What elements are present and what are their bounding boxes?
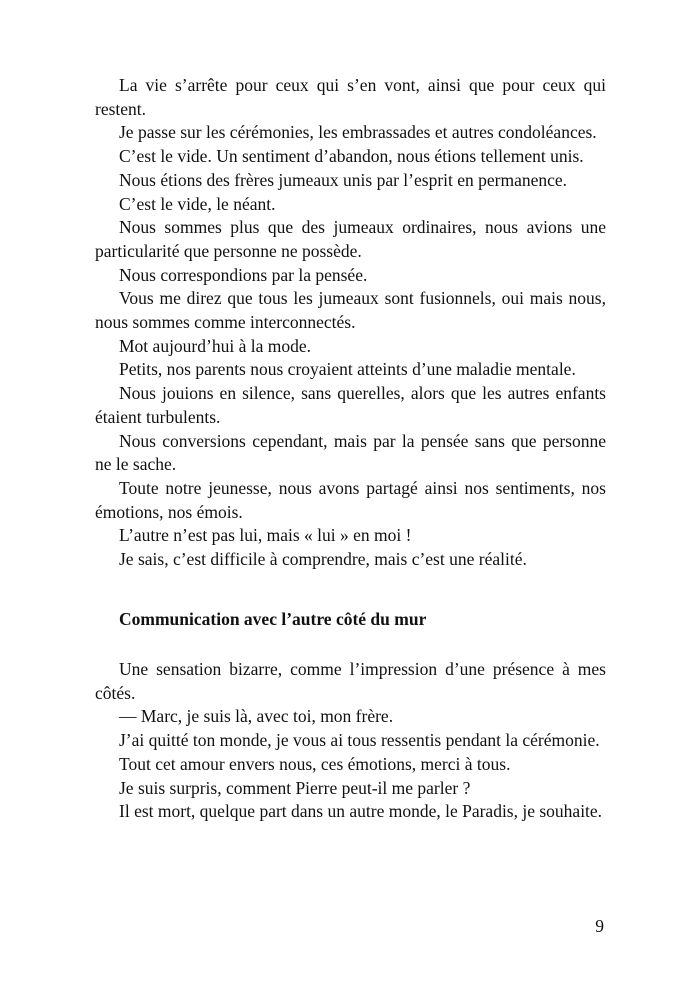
paragraph: — Marc, je suis là, avec toi, mon frère. (119, 706, 394, 727)
page-number: 9 (595, 916, 604, 936)
paragraph: Nous correspondions par la pensée. (119, 264, 368, 285)
paragraph: Vous me direz que tous les jumeaux sont fusionnels, oui mais nous, nous sommes comme interconnectés. (95, 288, 606, 333)
paragraph: Il est mort, quelque part dans un autre monde, le Paradis, je souhaite. (119, 801, 603, 822)
paragraph: Mot aujourd’hui à la mode. (119, 335, 311, 356)
body-text-bottom (95, 658, 606, 824)
paragraph: La vie s’arrête pour ceux qui s’en vont, ainsi que pour ceux qui restent. (95, 75, 606, 119)
paragraph: Nous sommes plus que des jumeaux ordinaires, nous avions une particularité que personne ne possède. (95, 217, 606, 261)
paragraph: Petits, nos parents nous croyaient atteints d’une maladie mentale. (119, 359, 576, 380)
paragraph: Nous jouions en silence, sans querelles, alors que les autres enfants étaient turbulents. (95, 383, 606, 427)
paragraph: Nous conversions cependant, mais par la pensée sans que personne ne le sache. (95, 430, 606, 475)
paragraph: C’est le vide, le néant. (119, 193, 276, 214)
paragraph: L’autre n’est pas lui, mais « lui » en moi ! (119, 525, 412, 546)
paragraph: C’est le vide. Un sentiment d’abandon, nous étions tellement unis. (119, 146, 584, 167)
paragraph: Je suis surpris, comment Pierre peut-il me parler ? (119, 777, 471, 798)
paragraph: Nous étions des frères jumeaux unis par l’esprit en permanence. (119, 169, 568, 190)
section-heading: Communication avec l’autre côté du mur (119, 609, 427, 629)
paragraph: Je sais, c’est difficile à comprendre, mais c’est une réalité. (119, 549, 527, 570)
paragraph: Je passe sur les cérémonies, les embrassades et autres condoléances. (119, 122, 597, 143)
paragraph: Tout cet amour envers nous, ces émotions, merci à tous. (119, 753, 511, 774)
paragraph: Une sensation bizarre, comme l’impression d’une présence à mes côtés. (95, 659, 606, 703)
paragraph: Toute notre jeunesse, nous avons partagé ainsi nos sentiments, nos émotions, nos émois. (95, 477, 606, 522)
paragraph: J’ai quitté ton monde, je vous ai tous ressentis pendant la cérémonie. (119, 730, 600, 751)
body-text-top (95, 74, 606, 572)
